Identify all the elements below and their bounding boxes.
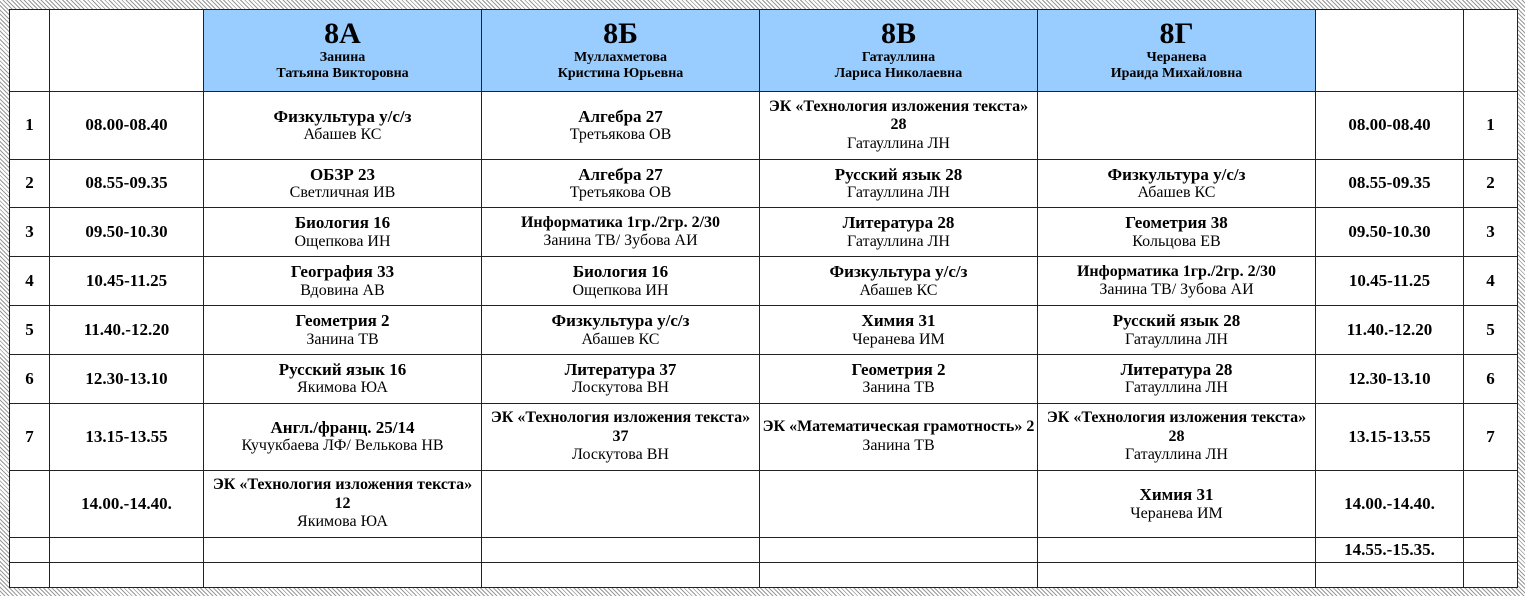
lesson-time-right: 12.30-13.10	[1348, 368, 1431, 388]
lesson-teacher: Ощепкова ИН	[294, 232, 391, 250]
lesson-cell	[204, 92, 482, 159]
lesson-teacher: Лоскутова ВН	[572, 446, 669, 464]
lesson-row	[10, 257, 1518, 306]
class-teacher-name: Кристина Юрьевна	[557, 66, 684, 82]
lesson-row	[10, 159, 1518, 208]
lesson-number: 1	[25, 115, 34, 135]
lesson-cell	[482, 92, 760, 159]
lesson-subject: Химия 31	[1139, 485, 1214, 505]
lesson-row	[10, 403, 1518, 470]
lesson-teacher: Занина ТВ	[862, 379, 935, 397]
lesson-number: 6	[25, 368, 34, 388]
lesson-number: 7	[25, 426, 34, 446]
lesson-time-right-cell	[1316, 92, 1464, 159]
lesson-time-right-cell	[1316, 208, 1464, 257]
lesson-teacher: Вдовина АВ	[300, 281, 385, 299]
lesson-subject: ОБЗР 23	[309, 164, 376, 184]
lesson-number: 2	[25, 173, 34, 193]
lesson-cell	[1038, 306, 1316, 355]
header-time-right-cell	[1316, 10, 1464, 92]
class-header-8a	[204, 10, 482, 92]
lesson-number-right-cell	[1464, 257, 1518, 306]
lesson-subject: Химия 31	[861, 311, 936, 331]
lesson-teacher: Занина ТВ/ Зубова АИ	[1099, 281, 1254, 299]
class-teacher-surname: Муллахметова	[573, 49, 668, 65]
lesson-cell	[482, 208, 760, 257]
lesson-number-right-cell	[1464, 159, 1518, 208]
lesson-number-right: 3	[1486, 222, 1495, 242]
header-num-cell	[10, 10, 50, 92]
lesson-cell	[760, 306, 1038, 355]
lesson-subject: Информатика 1гр./2гр. 2/30	[1076, 262, 1277, 280]
lesson-subject: Русский язык 16	[278, 359, 407, 379]
lesson-cell	[1038, 208, 1316, 257]
lesson-number-right-cell	[1464, 208, 1518, 257]
class-teacher-surname: Гатауллина	[861, 49, 936, 65]
lesson-number-right-cell	[1464, 562, 1518, 587]
lesson-time-cell	[50, 470, 204, 537]
lesson-cell	[760, 470, 1038, 537]
lesson-teacher: Занина ТВ	[306, 330, 379, 348]
lesson-number-right: 4	[1486, 270, 1495, 290]
lesson-teacher: Третьякова ОВ	[569, 184, 672, 202]
lesson-time-cell	[50, 92, 204, 159]
lesson-row	[10, 92, 1518, 159]
lesson-time-cell	[50, 354, 204, 403]
lesson-time-cell	[50, 538, 204, 562]
lesson-subject: Русский язык 28	[834, 164, 963, 184]
lesson-subject: Англ./франц. 25/14	[270, 417, 415, 437]
lesson-row	[10, 306, 1518, 355]
lesson-cell	[482, 354, 760, 403]
lesson-teacher: Кучукбаева ЛФ/ Велькова НВ	[241, 437, 444, 455]
lesson-cell	[482, 306, 760, 355]
lesson-time-cell	[50, 159, 204, 208]
lesson-subject: Физкультура у/с/з	[551, 311, 690, 331]
lesson-number-cell	[10, 159, 50, 208]
lesson-time-right-cell	[1316, 306, 1464, 355]
lesson-row	[10, 208, 1518, 257]
lesson-cell	[1038, 470, 1316, 537]
lesson-time-right: 11.40.-12.20	[1346, 319, 1433, 339]
lesson-time-cell	[50, 403, 204, 470]
lesson-cell	[1038, 92, 1316, 159]
lesson-subject: Геометрия 2	[851, 359, 946, 379]
lesson-number-right: 1	[1486, 115, 1495, 135]
lesson-cell	[482, 538, 760, 562]
lesson-cell	[760, 354, 1038, 403]
lesson-time-right: 14.55.-15.35.	[1344, 539, 1435, 559]
lesson-teacher: Абашев КС	[1137, 184, 1216, 202]
lesson-cell	[204, 306, 482, 355]
lesson-subject: Русский язык 28	[1112, 311, 1241, 331]
header-time-cell	[50, 10, 204, 92]
lesson-time-right: 10.45-11.25	[1348, 270, 1431, 290]
lesson-number-right: 6	[1486, 368, 1495, 388]
lesson-time-right-cell	[1316, 159, 1464, 208]
lesson-subject: ЭК «Технология изложения текста» 28	[768, 97, 1029, 134]
lesson-cell	[1038, 354, 1316, 403]
header-row	[10, 10, 1518, 92]
lesson-cell	[760, 562, 1038, 587]
lesson-number-right-cell	[1464, 306, 1518, 355]
lesson-time-right-cell	[1316, 257, 1464, 306]
lesson-subject: ЭК «Технология изложения текста» 12	[212, 476, 473, 512]
lesson-number-cell	[10, 257, 50, 306]
lesson-cell	[482, 562, 760, 587]
class-teacher-name: Ираида Михайловна	[1110, 66, 1243, 82]
lesson-cell	[1038, 538, 1316, 562]
lesson-cell	[204, 562, 482, 587]
lesson-time-right-cell	[1316, 470, 1464, 537]
lesson-number: 5	[25, 319, 34, 339]
lesson-time-right-cell	[1316, 354, 1464, 403]
lesson-time: 11.40.-12.20	[83, 319, 170, 339]
lesson-subject: Физкультура у/с/з	[273, 106, 412, 126]
lesson-time-right: 08.55-09.35	[1348, 173, 1431, 193]
lesson-row	[10, 538, 1518, 562]
lesson-time: 08.55-09.35	[85, 173, 168, 193]
lesson-time-right: 08.00-08.40	[1348, 115, 1431, 135]
lesson-time-right-cell	[1316, 403, 1464, 470]
lesson-subject: Биология 16	[572, 262, 669, 282]
lesson-teacher: Гатауллина ЛН	[1125, 379, 1228, 397]
lesson-subject: Физкультура у/с/з	[829, 262, 968, 282]
lesson-subject: ЭК «Технология изложения текста» 37	[490, 409, 751, 445]
lesson-time: 10.45-11.25	[85, 270, 168, 290]
class-name: 8В	[880, 17, 916, 51]
lesson-teacher: Светличная ИВ	[289, 184, 396, 202]
lesson-row	[10, 354, 1518, 403]
lesson-cell	[204, 538, 482, 562]
lesson-subject: Алгебра 27	[578, 164, 663, 184]
lesson-number-cell	[10, 403, 50, 470]
lesson-subject: Биология 16	[294, 213, 391, 233]
class-header-8v	[760, 10, 1038, 92]
lesson-cell	[1038, 159, 1316, 208]
lesson-subject: География 33	[290, 262, 395, 282]
schedule-table	[9, 9, 1518, 588]
lesson-cell	[760, 257, 1038, 306]
lesson-teacher: Черанева ИМ	[852, 330, 945, 348]
lesson-cell	[204, 403, 482, 470]
lesson-teacher: Якимова ЮА	[297, 379, 388, 397]
lesson-time: 08.00-08.40	[85, 115, 168, 135]
lesson-time-right-cell	[1316, 538, 1464, 562]
lesson-subject: Литература 37	[564, 359, 677, 379]
lesson-teacher: Гатауллина ЛН	[847, 134, 950, 152]
lesson-teacher: Гатауллина ЛН	[847, 184, 950, 202]
lesson-subject: Алгебра 27	[578, 106, 663, 126]
lesson-cell	[760, 208, 1038, 257]
lesson-number-right: 7	[1486, 426, 1495, 446]
lesson-teacher: Гатауллина ЛН	[1125, 330, 1228, 348]
lesson-time: 13.15-13.55	[85, 426, 168, 446]
lesson-time: 09.50-10.30	[85, 222, 168, 242]
lesson-number-cell	[10, 92, 50, 159]
lesson-cell	[760, 403, 1038, 470]
class-name: 8А	[324, 17, 361, 51]
lesson-teacher: Гатауллина ЛН	[847, 232, 950, 250]
lesson-cell	[204, 257, 482, 306]
class-teacher-surname: Черанева	[1146, 49, 1207, 65]
lesson-number-right: 5	[1486, 319, 1495, 339]
lesson-cell	[204, 354, 482, 403]
lesson-time-cell	[50, 306, 204, 355]
lesson-number: 4	[25, 270, 34, 290]
lesson-number-cell	[10, 306, 50, 355]
lesson-number-right-cell	[1464, 538, 1518, 562]
lesson-number-right-cell	[1464, 470, 1518, 537]
lesson-row	[10, 562, 1518, 587]
lesson-subject: Физкультура у/с/з	[1107, 164, 1246, 184]
lesson-number-right-cell	[1464, 403, 1518, 470]
lesson-teacher: Черанева ИМ	[1130, 504, 1223, 522]
lesson-teacher: Ощепкова ИН	[572, 281, 669, 299]
lesson-teacher: Кольцова ЕВ	[1132, 232, 1221, 250]
class-header-8g	[1038, 10, 1316, 92]
lesson-cell	[760, 538, 1038, 562]
lesson-cell	[482, 403, 760, 470]
lesson-time-right: 14.00.-14.40.	[1344, 493, 1435, 513]
lesson-cell	[1038, 403, 1316, 470]
lesson-time: 14.00.-14.40.	[81, 493, 172, 513]
lesson-teacher: Лоскутова ВН	[572, 379, 669, 397]
lesson-teacher: Абашев КС	[581, 330, 660, 348]
lesson-time: 12.30-13.10	[85, 368, 168, 388]
class-header-8b	[482, 10, 760, 92]
class-name: 8Г	[1159, 17, 1194, 51]
lesson-teacher: Абашев КС	[859, 281, 938, 299]
lesson-cell	[1038, 562, 1316, 587]
lesson-cell	[1038, 257, 1316, 306]
lesson-cell	[204, 159, 482, 208]
class-name: 8Б	[603, 17, 638, 51]
lesson-subject: ЭК «Математическая грамотность» 2	[762, 418, 1035, 436]
lesson-subject: Литература 28	[1120, 359, 1233, 379]
header-num-right-cell	[1464, 10, 1518, 92]
lesson-time-cell	[50, 257, 204, 306]
lesson-subject: Геометрия 38	[1125, 213, 1228, 233]
lesson-teacher: Абашев КС	[303, 126, 382, 144]
lesson-cell	[482, 159, 760, 208]
lesson-cell	[204, 470, 482, 537]
lesson-teacher: Занина ТВ/ Зубова АИ	[543, 232, 698, 250]
class-teacher-name: Лариса Николаевна	[834, 66, 963, 82]
lesson-cell	[204, 208, 482, 257]
lesson-number-right-cell	[1464, 354, 1518, 403]
lesson-teacher: Третьякова ОВ	[569, 126, 672, 144]
lesson-time-cell	[50, 208, 204, 257]
class-teacher-surname: Занина	[319, 49, 366, 65]
lesson-cell	[760, 92, 1038, 159]
lesson-number-cell	[10, 208, 50, 257]
lesson-number-cell	[10, 354, 50, 403]
lesson-subject: Литература 28	[842, 213, 955, 233]
lesson-subject: Геометрия 2	[295, 311, 390, 331]
lesson-subject: Информатика 1гр./2гр. 2/30	[520, 213, 721, 231]
lesson-number: 3	[25, 222, 34, 242]
lesson-teacher: Занина ТВ	[862, 436, 935, 454]
lesson-number-cell	[10, 562, 50, 587]
lesson-subject: ЭК «Технология изложения текста» 28	[1046, 409, 1307, 445]
lesson-row	[10, 470, 1518, 537]
lesson-time-right: 09.50-10.30	[1348, 222, 1431, 242]
lesson-number-right-cell	[1464, 92, 1518, 159]
schedule-body	[10, 92, 1518, 588]
lesson-time-right: 13.15-13.55	[1348, 426, 1431, 446]
lesson-cell	[760, 159, 1038, 208]
lesson-time-right-cell	[1316, 562, 1464, 587]
lesson-teacher: Гатауллина ЛН	[1125, 446, 1228, 464]
lesson-cell	[482, 257, 760, 306]
lesson-cell	[482, 470, 760, 537]
lesson-teacher: Якимова ЮА	[297, 513, 388, 531]
lesson-number-cell	[10, 538, 50, 562]
lesson-number-right: 2	[1486, 173, 1495, 193]
lesson-time-cell	[50, 562, 204, 587]
class-teacher-name: Татьяна Викторовна	[276, 66, 409, 82]
lesson-number-cell	[10, 470, 50, 537]
